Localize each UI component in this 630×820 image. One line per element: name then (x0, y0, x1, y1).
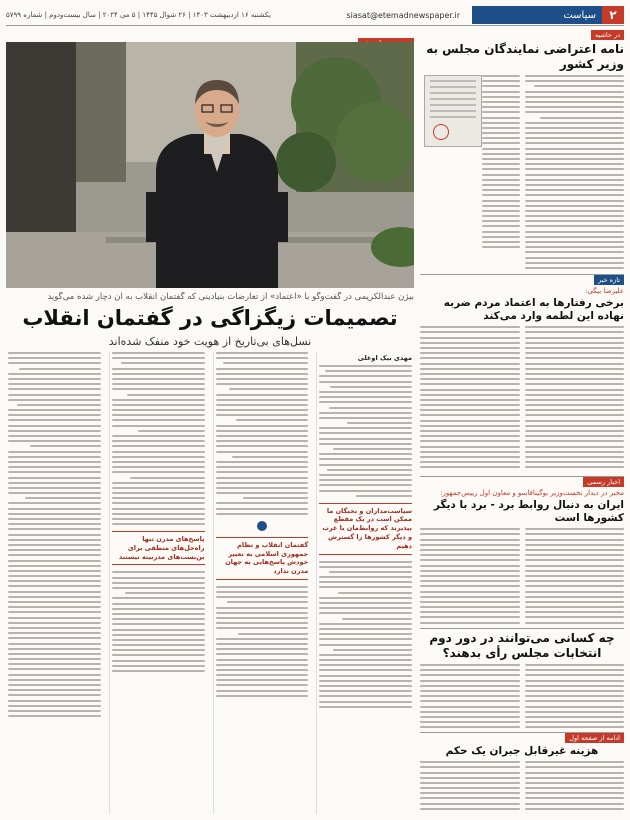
article-body-with-image (420, 75, 520, 270)
article-kicker: مخبر در دیدار نخست‌وزیر بوگینافاسو و معاون اول رییس‌جمهور: (440, 489, 624, 497)
page-number: ۲ (602, 6, 624, 24)
side-column (420, 30, 624, 814)
body-text (216, 586, 309, 697)
byline: مهدی بیک اوغلی (357, 354, 412, 362)
page-header (6, 6, 624, 24)
article-body (525, 75, 625, 270)
body-column-1 (316, 352, 414, 814)
article-title[interactable]: چه کسانی می‌توانند در دور دوم انتخابات مجلس رأی بدهند؟ (429, 631, 615, 660)
body-text (112, 352, 205, 525)
article-title[interactable]: ایران به دنبال روابط برد - برد با دیگر کشورها است (433, 499, 624, 525)
pull-quote-text: پاسخ‌های مدرن تنها راه‌حل‌های منطقی برای بن‌بست‌های مدرنیته نیستند (118, 535, 205, 561)
main-kicker: بیژن عبدالکریمی در گفت‌وگو با «اعتماد» از تعارضات بنیادینی که گفتمان انقلاب به آن دچار شده می‌گوید (47, 292, 414, 302)
body-text (319, 561, 412, 708)
article-tag: تازه خبر (594, 275, 624, 285)
body-text (216, 352, 309, 515)
letter-image (424, 75, 482, 147)
stamp-icon (433, 124, 449, 140)
article-title[interactable]: برخی رفتارها به اعتماد مردم ضربه نهاده این لطمه وارد می‌کند (443, 297, 624, 323)
side-article-2 (420, 274, 624, 472)
body-text (112, 571, 205, 672)
article-tag: ادامه از صفحه اول (565, 733, 624, 743)
pull-quote-1 (319, 503, 412, 555)
pull-quote-text: سیاست‌مداران و نخبگان ما ممکن است در یک مقطع بپذیرند که روابط‌مان با غرب و دیگر کشورها را گسترش دهیم (322, 506, 412, 550)
article-kicker: علیرضا بیگی: (585, 287, 624, 295)
body-text (319, 365, 412, 497)
main-headline: تصمیمات زیگزاگی در گفتمان انقلاب (22, 306, 398, 330)
body-text (8, 352, 101, 717)
side-article-4 (420, 628, 624, 728)
side-article-3 (420, 476, 624, 624)
interview-photo (6, 42, 414, 288)
body-column-3 (109, 352, 207, 814)
article-tag: اخبار رسمی (583, 477, 624, 487)
pull-quote-text: گفتمان انقلاب و نظام جمهوری اسلامی به تعبیر خودش پاسخ‌هایی به جهان مدرن ندارد (225, 540, 309, 576)
main-subhead: نسل‌های بی‌تاریخ از هویت خود منفک شده‌اند (108, 335, 312, 348)
section-divider-icon (257, 521, 267, 531)
section-label: سیاست (472, 6, 602, 24)
header-rule (6, 25, 624, 26)
date-line: یکشنبه ۱۶ اردیبهشت ۱۴۰۳ | ۲۶ شوال ۱۴۴۵ | ۵ می ۲۰۲۴ | سال بیست‌ودوم | شماره ۵۷۹۹ (6, 11, 271, 19)
main-story (6, 30, 414, 814)
article-title[interactable]: هزینه غیرقابل جبران یک حکم (445, 745, 599, 757)
article-title[interactable]: نامه اعتراضی نمایندگان مجلس به وزیر کشور (426, 42, 624, 71)
email-link[interactable]: siasat@etemadnewspaper.ir (346, 10, 460, 20)
article-tag: در حاشیه (591, 30, 624, 40)
body-column-4 (6, 352, 103, 814)
side-article-1 (420, 30, 624, 270)
body-column-2 (213, 352, 311, 814)
pull-quote-3 (112, 531, 205, 565)
portrait-illustration (6, 42, 414, 288)
pull-quote-2 (216, 537, 309, 580)
main-body-columns (6, 352, 414, 814)
side-article-5 (420, 732, 624, 814)
